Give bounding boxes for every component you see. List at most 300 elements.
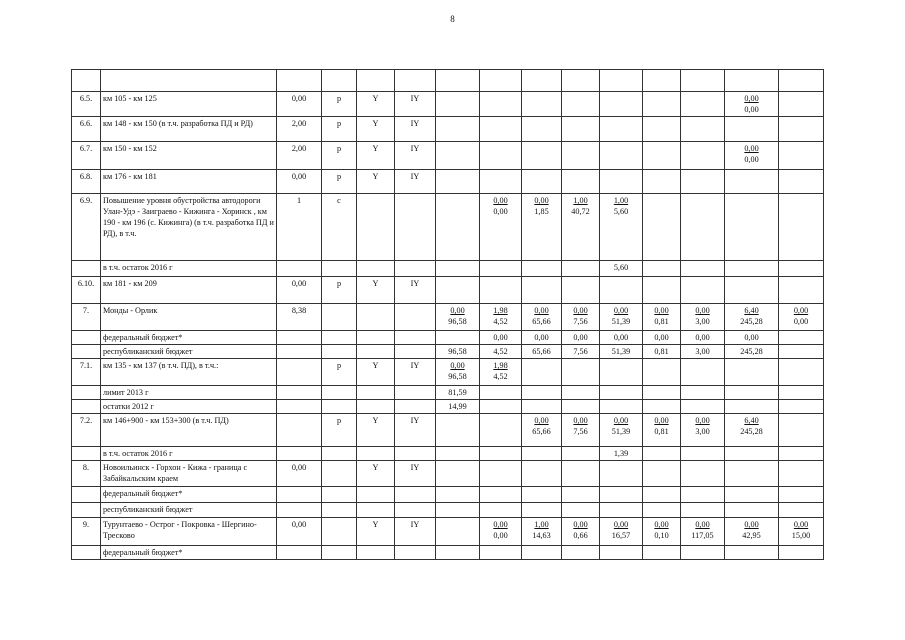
table-cell: [779, 117, 824, 142]
table-cell: [522, 503, 562, 518]
table-cell: [725, 400, 779, 414]
table-cell: Y: [357, 461, 395, 487]
table-cell: [480, 117, 522, 142]
amount-value: 3,00: [695, 427, 710, 436]
table-cell: [480, 304, 522, 331]
table-cell: [562, 142, 600, 170]
table-cell: 245,28: [725, 345, 779, 359]
table-cell: [725, 277, 779, 304]
limit-value: 0,00: [695, 416, 710, 425]
table-row: [72, 487, 824, 503]
table-cell: [681, 400, 725, 414]
table-cell: [562, 359, 600, 386]
table-cell: [277, 503, 322, 518]
row-name-cell: [101, 70, 277, 92]
table-cell: [322, 546, 357, 560]
table-cell: [522, 546, 562, 560]
table-cell: [277, 447, 322, 461]
row-number-cell: [72, 546, 101, 560]
limit-value: 0,00: [450, 361, 465, 370]
table-cell: [357, 546, 395, 560]
amount-value: 16,57: [611, 531, 631, 540]
table-cell: Y: [357, 359, 395, 386]
table-cell: [681, 70, 725, 92]
table-cell: [562, 487, 600, 503]
table-cell: [562, 503, 600, 518]
table-cell: 51,39: [600, 345, 643, 359]
table-cell: [725, 518, 779, 546]
table-cell: [779, 345, 824, 359]
table-row: [72, 359, 824, 386]
amount-value: 96,58: [448, 372, 467, 381]
row-name-cell: км 148 - км 150 (в т.ч. разработка ПД и РД): [101, 117, 277, 142]
table-cell: [436, 518, 480, 546]
table-cell: [322, 400, 357, 414]
row-number-cell: [72, 487, 101, 503]
table-cell: [681, 92, 725, 117]
table-cell: [357, 331, 395, 345]
row-name-cell: лимит 2013 г: [101, 386, 277, 400]
table-row: [72, 92, 824, 117]
table-cell: [779, 70, 824, 92]
table-cell: [643, 414, 681, 447]
table-cell: [480, 447, 522, 461]
table-cell: IY: [395, 117, 436, 142]
amount-value: 96,58: [448, 317, 467, 326]
table-cell: [322, 487, 357, 503]
limit-value: 0,00: [493, 196, 508, 205]
table-cell: [357, 503, 395, 518]
table-cell: IY: [395, 359, 436, 386]
table-row: [72, 331, 824, 345]
table-cell: 4,52: [480, 345, 522, 359]
amount-value: 0,00: [744, 105, 759, 114]
table-cell: IY: [395, 92, 436, 117]
table-cell: [480, 70, 522, 92]
amount-value: 40,72: [571, 207, 590, 216]
row-number-cell: [72, 400, 101, 414]
table-cell: [600, 359, 643, 386]
limit-value: 0,00: [573, 520, 588, 529]
amount-value: 0,00: [493, 531, 508, 540]
limit-value: 0,00: [493, 520, 508, 529]
table-body: [72, 70, 824, 560]
table-cell: [562, 414, 600, 447]
table-cell: [681, 414, 725, 447]
table-cell: [480, 386, 522, 400]
table-cell: 2,00: [277, 117, 322, 142]
table-cell: [643, 117, 681, 142]
table-cell: [600, 92, 643, 117]
table-cell: [277, 345, 322, 359]
table-cell: [277, 386, 322, 400]
table-cell: [779, 142, 824, 170]
table-row: [72, 461, 824, 487]
table-cell: [643, 546, 681, 560]
table-cell: [277, 400, 322, 414]
table-cell: [600, 304, 643, 331]
table-row: [72, 170, 824, 194]
limit-value: 0,00: [534, 196, 549, 205]
limit-value: 0,00: [573, 306, 588, 315]
table-cell: [779, 92, 824, 117]
table-cell: Y: [357, 142, 395, 170]
table-cell: [357, 447, 395, 461]
table-row: [72, 261, 824, 277]
amount-value: 4,52: [493, 372, 508, 381]
table-cell: Y: [357, 414, 395, 447]
table-cell: IY: [395, 142, 436, 170]
table-row: [72, 194, 824, 261]
limit-value: 0,00: [613, 520, 629, 529]
limit-value: 0,00: [534, 416, 549, 425]
table-cell: [480, 400, 522, 414]
table-cell: р: [322, 117, 357, 142]
limit-value: 0,00: [744, 144, 759, 153]
table-cell: [277, 359, 322, 386]
table-cell: 0,00: [681, 331, 725, 345]
table-row: [72, 414, 824, 447]
table-cell: [522, 194, 562, 261]
table-cell: [436, 277, 480, 304]
table-cell: 7,56: [562, 345, 600, 359]
table-cell: [562, 277, 600, 304]
table-cell: [322, 386, 357, 400]
table-cell: [322, 345, 357, 359]
table-cell: IY: [395, 461, 436, 487]
table-cell: [395, 487, 436, 503]
amount-value: 245,28: [740, 427, 763, 436]
limit-value: 0,00: [613, 416, 629, 425]
budget-table: [71, 69, 824, 560]
amount-value: 0,00: [793, 317, 809, 326]
limit-value: 0,00: [793, 520, 809, 529]
table-cell: [600, 400, 643, 414]
table-cell: [681, 487, 725, 503]
table-cell: [725, 487, 779, 503]
table-cell: 0,00: [277, 277, 322, 304]
row-number-cell: [72, 331, 101, 345]
row-number-cell: 6.8.: [72, 170, 101, 194]
table-cell: [779, 194, 824, 261]
limit-value: 0,00: [695, 520, 710, 529]
limit-value: 0,00: [744, 94, 759, 103]
table-cell: [779, 331, 824, 345]
table-cell: [681, 546, 725, 560]
table-cell: 0,00: [600, 331, 643, 345]
table-cell: 0,00: [277, 170, 322, 194]
table-cell: [357, 386, 395, 400]
table-cell: р: [322, 92, 357, 117]
amount-value: 5,60: [613, 207, 629, 216]
table-cell: [395, 386, 436, 400]
table-cell: [522, 414, 562, 447]
amount-value: 65,66: [532, 317, 551, 326]
table-cell: 0,00: [643, 331, 681, 345]
row-number-cell: 6.9.: [72, 194, 101, 261]
table-cell: [395, 400, 436, 414]
table-cell: [725, 261, 779, 277]
table-cell: [522, 518, 562, 546]
table-cell: [562, 546, 600, 560]
limit-value: 0,00: [695, 306, 710, 315]
table-cell: [436, 414, 480, 447]
table-cell: [725, 546, 779, 560]
amount-value: 0,10: [654, 531, 669, 540]
table-row: [72, 277, 824, 304]
table-cell: 0,00: [522, 331, 562, 345]
table-cell: [562, 518, 600, 546]
table-cell: 0,00: [277, 92, 322, 117]
table-cell: [681, 194, 725, 261]
table-cell: [562, 461, 600, 487]
table-cell: 0,00: [725, 331, 779, 345]
table-cell: с: [322, 194, 357, 261]
table-cell: [480, 194, 522, 261]
table-cell: 2,00: [277, 142, 322, 170]
amount-value: 0,81: [654, 427, 669, 436]
table-cell: [779, 414, 824, 447]
table-cell: [395, 261, 436, 277]
amount-value: 4,52: [493, 317, 508, 326]
row-name-cell: км 105 - км 125: [101, 92, 277, 117]
row-name-cell: Новоильинск - Горхон - Кижа - граница с Забайкальским краем: [101, 461, 277, 487]
table-cell: [779, 518, 824, 546]
table-cell: [480, 359, 522, 386]
table-cell: [480, 170, 522, 194]
limit-value: 6,40: [744, 306, 759, 315]
table-row: [72, 345, 824, 359]
table-cell: 81,59: [436, 386, 480, 400]
table-cell: [357, 400, 395, 414]
amount-value: 117,05: [691, 531, 714, 540]
table-cell: [522, 359, 562, 386]
table-cell: [725, 414, 779, 447]
row-number-cell: [72, 345, 101, 359]
table-cell: [600, 487, 643, 503]
table-cell: IY: [395, 277, 436, 304]
row-name-cell: в т.ч. остаток 2016 г: [101, 447, 277, 461]
row-name-cell: км 150 - км 152: [101, 142, 277, 170]
table-cell: [725, 461, 779, 487]
row-number-cell: [72, 447, 101, 461]
table-cell: [681, 518, 725, 546]
table-cell: [779, 277, 824, 304]
table-cell: 3,00: [681, 345, 725, 359]
row-name-cell: федеральный бюджет*: [101, 546, 277, 560]
limit-value: 0,00: [534, 306, 549, 315]
table-cell: [522, 386, 562, 400]
table-cell: [322, 503, 357, 518]
table-cell: IY: [395, 518, 436, 546]
amount-value: 0,81: [654, 317, 669, 326]
row-name-cell: федеральный бюджет*: [101, 487, 277, 503]
row-number-cell: [72, 70, 101, 92]
table-cell: Y: [357, 117, 395, 142]
table-cell: [436, 70, 480, 92]
table-cell: [436, 194, 480, 261]
table-cell: Y: [357, 92, 395, 117]
amount-value: 0,00: [493, 207, 508, 216]
table-cell: [480, 461, 522, 487]
table-cell: [562, 170, 600, 194]
table-cell: [681, 447, 725, 461]
amount-value: 1,85: [534, 207, 549, 216]
table-cell: [779, 461, 824, 487]
limit-value: 6,40: [744, 416, 759, 425]
table-cell: р: [322, 142, 357, 170]
table-cell: [480, 518, 522, 546]
table-cell: [725, 503, 779, 518]
table-cell: [395, 331, 436, 345]
limit-value: 1,98: [493, 306, 508, 315]
row-number-cell: 7.1.: [72, 359, 101, 386]
table-cell: [395, 70, 436, 92]
table-cell: [277, 331, 322, 345]
table-cell: [322, 70, 357, 92]
amount-value: 51,39: [611, 317, 631, 326]
table-cell: [725, 70, 779, 92]
table-cell: [562, 261, 600, 277]
table-cell: [600, 70, 643, 92]
table-cell: [643, 461, 681, 487]
table-cell: [779, 386, 824, 400]
page-number: 8: [450, 14, 455, 24]
row-name-cell: республиканский бюджет: [101, 345, 277, 359]
table-row: [72, 518, 824, 546]
table-cell: [600, 386, 643, 400]
limit-value: 0,00: [654, 520, 669, 529]
table-cell: [643, 92, 681, 117]
table-cell: [395, 546, 436, 560]
table-cell: [562, 386, 600, 400]
table-cell: [600, 194, 643, 261]
limit-value: 1,00: [613, 196, 629, 205]
table-cell: [725, 117, 779, 142]
amount-value: 0,66: [573, 531, 588, 540]
table-cell: [562, 400, 600, 414]
table-cell: Y: [357, 518, 395, 546]
table-cell: Y: [357, 170, 395, 194]
table-cell: [779, 359, 824, 386]
table-cell: [395, 503, 436, 518]
table-cell: [725, 170, 779, 194]
table-cell: [395, 447, 436, 461]
table-row: [72, 400, 824, 414]
table-cell: [480, 142, 522, 170]
table-cell: 0,00: [277, 461, 322, 487]
table-cell: [681, 304, 725, 331]
table-cell: [436, 170, 480, 194]
table-cell: р: [322, 277, 357, 304]
table-cell: [681, 117, 725, 142]
row-number-cell: 6.5.: [72, 92, 101, 117]
table-cell: [357, 70, 395, 92]
table-cell: [480, 277, 522, 304]
table-cell: [480, 546, 522, 560]
table-row: [72, 70, 824, 92]
table-cell: [643, 503, 681, 518]
table-cell: 1,39: [600, 447, 643, 461]
table-cell: [643, 400, 681, 414]
table-cell: [643, 142, 681, 170]
table-cell: [277, 546, 322, 560]
row-name-cell: Турунтаево - Острог - Покровка - Шергино-Тресково: [101, 518, 277, 546]
table-cell: [436, 304, 480, 331]
row-number-cell: [72, 503, 101, 518]
table-cell: [643, 261, 681, 277]
table-cell: [643, 304, 681, 331]
table-cell: [522, 400, 562, 414]
table-cell: [522, 277, 562, 304]
amount-value: 3,00: [695, 317, 710, 326]
amount-value: 42,95: [742, 531, 761, 540]
table-cell: [725, 359, 779, 386]
table-cell: [600, 414, 643, 447]
table-cell: [725, 447, 779, 461]
table-cell: [480, 92, 522, 117]
table-cell: [277, 414, 322, 447]
table-cell: [436, 117, 480, 142]
table-cell: [681, 277, 725, 304]
amount-value: 7,56: [573, 427, 588, 436]
table-cell: 1: [277, 194, 322, 261]
limit-value: 0,00: [744, 520, 759, 529]
table-cell: [643, 277, 681, 304]
table-cell: [600, 503, 643, 518]
row-number-cell: 8.: [72, 461, 101, 487]
table-cell: [522, 170, 562, 194]
table-cell: 0,81: [643, 345, 681, 359]
table-cell: [681, 461, 725, 487]
limit-value: 0,00: [450, 306, 465, 315]
amount-value: 65,66: [532, 427, 551, 436]
table-cell: Y: [357, 277, 395, 304]
table-cell: [522, 261, 562, 277]
table-cell: [357, 304, 395, 331]
limit-value: 0,00: [573, 416, 588, 425]
table-cell: [725, 386, 779, 400]
table-cell: [562, 70, 600, 92]
table-cell: [277, 487, 322, 503]
table-cell: [681, 359, 725, 386]
row-name-cell: Монды - Орлик: [101, 304, 277, 331]
table-cell: р: [322, 170, 357, 194]
table-cell: [681, 503, 725, 518]
table-row: [72, 304, 824, 331]
row-name-cell: в т.ч. остаток 2016 г: [101, 261, 277, 277]
table-cell: [480, 261, 522, 277]
table-cell: 0,00: [480, 331, 522, 345]
row-number-cell: 6.7.: [72, 142, 101, 170]
table-cell: [322, 447, 357, 461]
table-cell: [562, 117, 600, 142]
row-number-cell: 7.2.: [72, 414, 101, 447]
row-number-cell: [72, 261, 101, 277]
row-number-cell: 6.6.: [72, 117, 101, 142]
table-cell: [436, 546, 480, 560]
table-cell: [779, 400, 824, 414]
table-cell: [357, 194, 395, 261]
row-number-cell: [72, 386, 101, 400]
table-cell: [522, 487, 562, 503]
limit-value: 1,00: [573, 196, 588, 205]
table-cell: [779, 170, 824, 194]
row-name-cell: республиканский бюджет: [101, 503, 277, 518]
table-cell: [322, 461, 357, 487]
amount-value: 14,63: [532, 531, 551, 540]
table-cell: [562, 92, 600, 117]
